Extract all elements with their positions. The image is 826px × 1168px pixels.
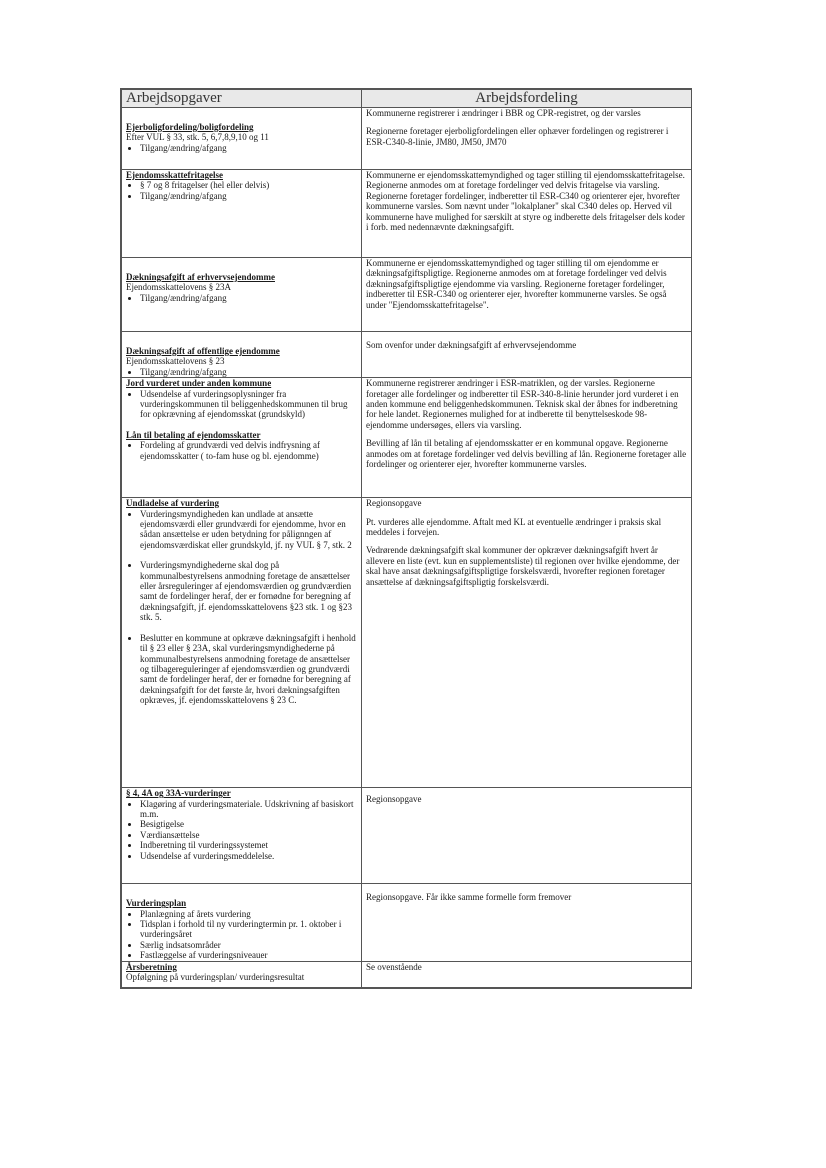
task-bullet-item: • Planlægning af årets vurdering [140,909,357,919]
distribution-text: Kommunerne er ejendomsskattemyndighed og tager stilling til ejendomsskattefritagelse. Regionerne anmodes om at foretage fordelinger ved delvis fritagelse via varsling. Regionerne foretager fordelinger, indberetter til ESR-C340 og orienterer ejer, hvorefter kommunerne varsles. Som nævnt under "lokalplaner" skal C340 deles op. Herved vil kommunerne have mulighed for særskilt at styre og indberette dels fritagelser dels koder i forb. med nedennævnte dækningsafgift. [366,170,685,233]
table-row [122,258,692,332]
task-cell [122,170,362,258]
distribution-text: Bevilling af lån til betaling af ejendomsskatter er en kommunal opgave. Regionerne anmodes om at foretage fordelinger ved delvis bevilling af lån. Regionerne foretager alle fordelinger og orienterer ejer, hvorefter kommunerne varsles. [366,438,687,470]
distribution-text: Kommunerne registrerer i ændringer i BBR og CPR-registret, og der varsles [366,108,641,118]
table-row [122,884,692,961]
task-bullet-item: • Indberetning til vurderingssystemet [140,840,357,850]
task-bullet-secondary-item: • Fordeling af grundværdi ved delvis indfrysning af ejendomsskatter ( to-fam huse og bl. ejendomme) [140,440,357,461]
task-bullet-item: • Tidsplan i forhold til ny vurderingtermin pr. 1. oktober i vurderingsåret [140,919,357,940]
task-bullet-item: • Udsendelse af vurderingsmeddelelse. [140,851,357,861]
task-bullet-item: • Værdiansættelse [140,830,357,840]
distribution-text: Kommunerne er ejendomsskattemyndighed og tager stilling til om ejendomme er dækningsafgiftspligtige. Regionerne anmodes om at foretage fordelinger ved delvis dækningsafgiftspligtige ejendomme via varsling. Regionerne foretager fordelinger, indberetter til ESR-C340 og orienterer ejer, hvorefter kommunerne varsles. Se også under "Ejendomsskattefritagelse". [366,258,667,310]
task-bullet-list [126,389,357,420]
task-bullet-item: • § 7 og 8 fritagelser (hel eller delvis) [140,180,357,190]
task-bullet-list [126,799,357,861]
task-bullet-list [126,180,357,201]
task-distribution-sheet [120,88,692,989]
distribution-text: Se ovenstående [366,961,422,972]
task-bullet-item: • Beslutter en kommune at opkræve dækningsafgift i henhold til § 23 eller § 23A, skal vurderingsmyndighederne på kommunalbestyrelsens anmodning foretage de ansættelser og tilbagereguleringer af ejendomsværdien og grundværdi samt de fordelinger heraf, der er fornødne for beregning af dækningsafgift for det første år, hvori dækningsafgiften opkræves, jf. ejendomsskattelovens § 23 C. [140,633,357,706]
table-row [122,498,692,788]
task-bullet-item: • Særlig indsatsområder [140,940,357,950]
task-bullet-item: • Vurderingsmyndigheden kan undlade at ansætte ejendomsværdi eller grundværdi for ejendomme, hvor en sådan ansættelse er uden betydning for pålignngen af ejendomsværdiskat eller grundskyld, jf. ny VUL § 7, stk. 2 [140,509,357,551]
distribution-cell [362,378,692,498]
distribution-text: Regionsopgave [366,794,422,805]
task-title: Dækningsafgift af erhvervsejendomme [126,272,275,282]
table-row [122,788,692,884]
task-cell [122,884,362,961]
task-cell [122,378,362,498]
distribution-text: Pt. vurderes alle ejendomme. Aftalt med KL at eventuelle ændringer i praksis skal meddeles i forvejen. [366,516,662,538]
task-bullet-list [126,143,357,153]
task-cell [122,961,362,987]
task-bullet-item: • Udsendelse af vurderingsoplysninger fra vurderingskommunen til beliggenhedskommunen til brug for opkrævning af ejendomsskat (grundskyld) [140,389,357,420]
distribution-cell [362,498,692,788]
task-subtitle: Efter VUL § 33, stk. 5, 6,7,8,9,10 og 11 [126,132,269,143]
task-title: Ejerboligfordeling/boligfordeling [126,122,254,132]
task-title: Årsberetning [126,961,177,972]
task-cell [122,332,362,378]
distribution-cell [362,961,692,987]
distribution-text: Vedrørende dækningsafgift skal kommuner der opkræver dækningsafgift hvert år allevere en liste (evt. kun en supplementsliste) til regionen over hvilke ejendomme, der skal have ansat dækningsafgiftspligtige forskelsværdi, hvorefter regionen foretager ansættelse af dækningsafgiftspligtig forskelsværdi. [366,545,680,587]
distribution-text: Regionsopgave. Får ikke samme formelle form fremover [366,892,572,903]
distribution-text: Som ovenfor under dækningsafgift af erhvervsejendomme [366,340,577,350]
table-row [122,961,692,987]
task-subtitle: Ejendomsskattelovens § 23 [126,356,225,367]
task-cell [122,108,362,170]
table-row [122,332,692,378]
task-bullet-item: • Besigtigelse [140,819,357,829]
task-bullet-secondary-list [126,440,357,461]
table-header-row [122,90,692,108]
task-bullet-item: • Tilgang/ændring/afgang [140,293,357,303]
task-subtitle: Opfølgning på vurderingsplan/ vurderingsresultat [126,972,305,983]
task-title: Dækningsafgift af offentlige ejendomme [126,346,280,356]
task-cell [122,788,362,884]
table-row [122,170,692,258]
task-bullet-item: • Klagøring af vurderingsmateriale. Udskrivning af basiskort m.m. [140,799,357,820]
distribution-cell [362,170,692,258]
task-cell [122,498,362,788]
task-bullet-item: • Tilgang/ændring/afgang [140,367,357,377]
distribution-text: Regionsopgave [366,498,422,509]
task-title: § 4, 4A og 33A-vurderinger [126,788,231,799]
task-title: Ejendomsskattefritagelse [126,170,223,180]
distribution-text: Regionerne foretager ejerboligfordelingen eller ophæver fordelingen og registrerer i ESR-C340-8-linie, JM80, JM50, JM70 [366,126,669,147]
distribution-cell [362,884,692,961]
table-row [122,108,692,170]
task-bullet-list [126,509,357,706]
task-title: Undladelse af vurdering [126,498,220,509]
distribution-cell [362,108,692,170]
table-row [122,378,692,498]
header-tasks: Arbejdsopgaver [122,90,362,108]
task-bullet-item: • Vurderingsmyndighederne skal dog på kommunalbestyrelsens anmodning foretage de ansættelser eller årsreguleringer af ejendomsværdien og grundværdien samt de fordelinger heraf, der er fornødne for beregning af dækningsafgift, jf. ejendomsskattelovens §23 stk. 1 og §23 stk. 5. [140,560,357,622]
table-body [122,108,692,988]
distribution-cell [362,788,692,884]
task-bullet-list [126,367,357,377]
distribution-cell [362,258,692,332]
task-title: Jord vurderet under anden kommune [126,378,272,389]
task-title: Vurderingsplan [126,898,187,909]
task-bullet-item: • Fastlæggelse af vurderingsniveauer [140,950,357,960]
task-bullet-item: • Tilgang/ændring/afgang [140,191,357,201]
header-distribution: Arbejdsfordeling [362,90,692,108]
task-bullet-item: • Tilgang/ændring/afgang [140,143,357,153]
task-title-secondary: Lån til betaling af ejendomsskatter [126,429,261,440]
task-bullet-list [126,293,357,303]
task-bullet-list [126,909,357,961]
task-table [121,89,692,988]
task-subtitle: Ejendomsskattelovens § 23A [126,282,231,293]
distribution-text: Kommunerne registrerer ændringer i ESR-matriklen, og der varsles. Regionerne foretager alle fordelinger og indberetter til ESR-340-8-linie herunder jord vurderet i en anden kommune end beliggenhedskommunen. Teknisk skal der åbnes for indberetning for hele landet. Regionernes mulighed for at indberette til benyttelseskode 98-ejendomme undersøges, ellers via varsling. [366,378,679,430]
task-cell [122,258,362,332]
distribution-cell [362,332,692,378]
